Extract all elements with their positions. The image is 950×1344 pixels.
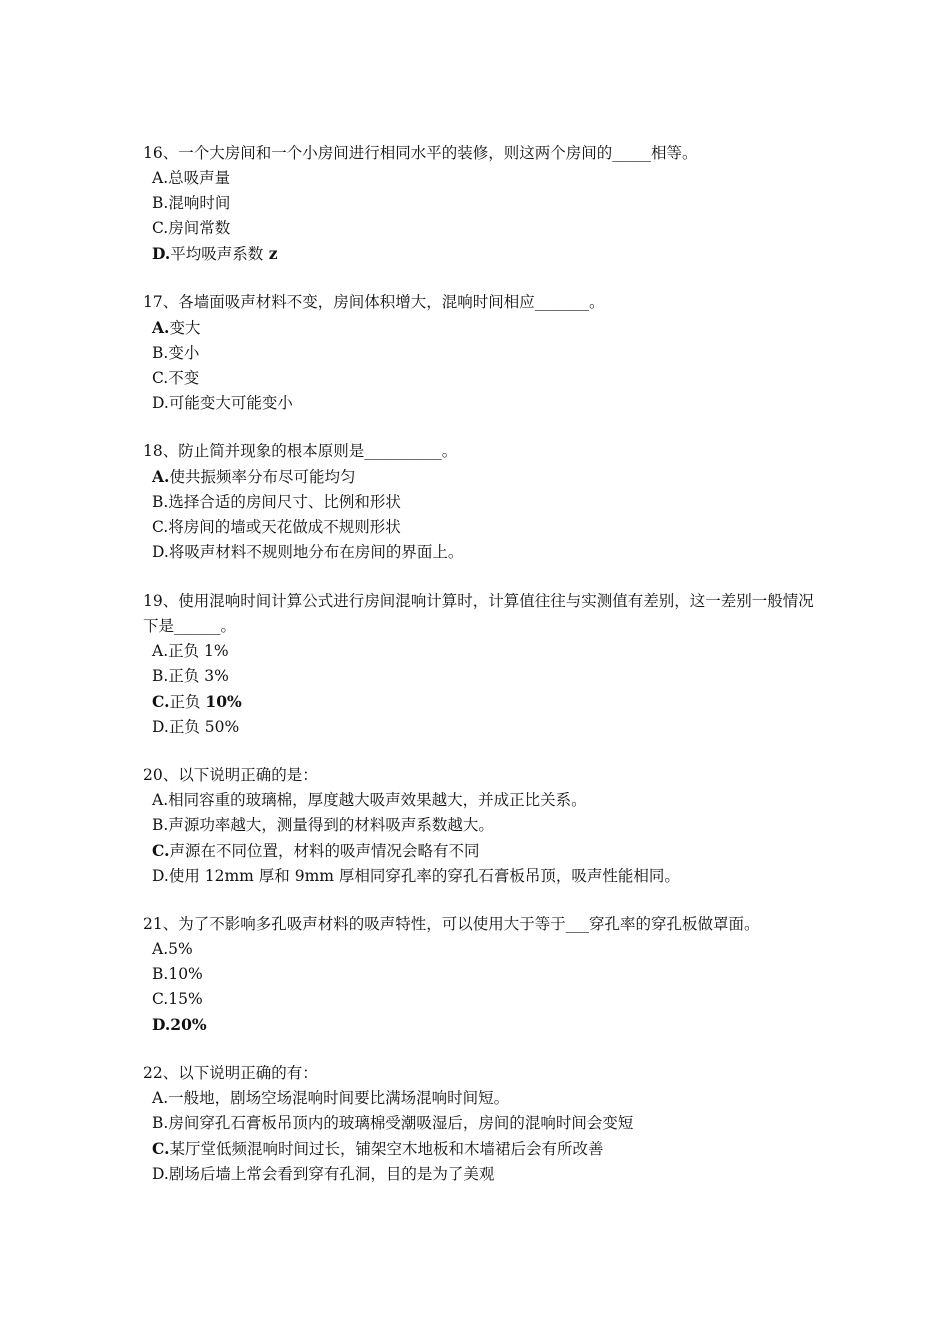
option-letter: D. xyxy=(152,394,169,412)
option-text: 总吸声量 xyxy=(168,169,231,187)
option-c xyxy=(143,515,823,540)
option-a xyxy=(143,639,823,664)
question-stem: 17、各墙面吸声材料不变，房间体积增大，混响时间相应_______。 xyxy=(143,293,605,311)
option-a xyxy=(143,166,823,191)
option-letter: A. xyxy=(152,940,169,958)
option-d xyxy=(143,391,823,416)
option-text: 房间常数 xyxy=(168,219,231,237)
question-stem: 20、以下说明正确的是： xyxy=(143,766,318,784)
option-text: 5% xyxy=(168,940,193,958)
option-text: 正负 3% xyxy=(168,667,229,685)
option-letter: C. xyxy=(152,518,169,536)
option-letter: A. xyxy=(152,642,169,660)
option-b xyxy=(143,490,823,515)
option-c xyxy=(143,366,823,391)
option-a xyxy=(143,937,823,962)
question-20 xyxy=(143,763,823,889)
option-text: 某厅堂低频混响时间过长，铺架空木地板和木墙裙后会有所改善 xyxy=(169,1140,604,1158)
option-text: 不变 xyxy=(168,369,200,387)
option-d xyxy=(143,540,823,565)
option-a xyxy=(143,464,823,490)
option-letter: B. xyxy=(152,667,169,685)
option-text: 可能变大可能变小 xyxy=(168,394,293,412)
option-c xyxy=(143,689,823,715)
option-letter: B. xyxy=(152,194,169,212)
option-letter: D. xyxy=(152,1015,171,1034)
question-stem: 18、防止简并现象的根本原则是__________。 xyxy=(143,442,458,460)
option-text: 混响时间 xyxy=(168,194,231,212)
option-d xyxy=(143,1012,823,1037)
option-suffix: 10% xyxy=(205,692,242,711)
option-text: 房间穿孔石膏板吊顶内的玻璃棉受潮吸湿后，房间的混响时间会变短 xyxy=(168,1114,634,1132)
question-21 xyxy=(143,912,823,1037)
option-letter: D. xyxy=(152,1165,169,1183)
option-text: 正负 50% xyxy=(168,718,240,736)
option-letter: D. xyxy=(152,244,171,263)
option-letter: B. xyxy=(152,344,169,362)
option-letter: C. xyxy=(152,219,169,237)
option-text: 剧场后墙上常会看到穿有孔洞，目的是为了美观 xyxy=(168,1165,495,1183)
option-text: 相同容重的玻璃棉，厚度越大吸声效果越大，并成正比关系。 xyxy=(168,791,587,809)
option-text: 15% xyxy=(168,990,203,1008)
option-letter: B. xyxy=(152,1114,169,1132)
option-letter: D. xyxy=(152,543,169,561)
option-letter: C. xyxy=(152,1139,170,1158)
option-b xyxy=(143,664,823,689)
question-16 xyxy=(143,141,823,267)
option-text: 一般地，剧场空场混响时间要比满场混响时间短。 xyxy=(168,1089,510,1107)
option-b xyxy=(143,341,823,366)
option-letter: A. xyxy=(152,791,169,809)
option-b xyxy=(143,191,823,216)
question-19 xyxy=(143,589,823,740)
option-suffix: z xyxy=(263,244,278,263)
option-d xyxy=(143,1162,823,1187)
option-letter: C. xyxy=(152,841,170,860)
option-a xyxy=(143,315,823,341)
option-text: 正负 xyxy=(169,693,206,711)
option-text: 选择合适的房间尺寸、比例和形状 xyxy=(168,493,401,511)
option-text: 将房间的墙或天花做成不规则形状 xyxy=(168,518,401,536)
option-d xyxy=(143,241,823,267)
option-letter: C. xyxy=(152,990,169,1008)
question-17 xyxy=(143,290,823,416)
question-18 xyxy=(143,439,823,565)
option-letter: A. xyxy=(152,467,170,486)
option-letter: B. xyxy=(152,965,169,983)
option-text: 20% xyxy=(170,1015,207,1034)
option-c xyxy=(143,987,823,1012)
option-c xyxy=(143,216,823,241)
option-c xyxy=(143,1136,823,1162)
option-text: 正负 1% xyxy=(168,642,229,660)
option-c xyxy=(143,838,823,864)
option-text: 变大 xyxy=(169,319,201,337)
option-letter: C. xyxy=(152,692,170,711)
question-stem: 21、为了不影响多孔吸声材料的吸声特性，可以使用大于等于___穿孔率的穿孔板做罩面。 xyxy=(143,915,760,933)
option-letter: A. xyxy=(152,1089,169,1107)
option-text: 使用 12mm 厚和 9mm 厚相同穿孔率的穿孔石膏板吊顶，吸声性能相同。 xyxy=(168,867,680,885)
question-stem: 19、使用混响时间计算公式进行房间混响计算时，计算值往往与实测值有差别，这一差别一般情况下是______。 xyxy=(143,592,814,635)
option-text: 10% xyxy=(168,965,203,983)
question-stem: 22、以下说明正确的有： xyxy=(143,1064,318,1082)
option-text: 使共振频率分布尽可能均匀 xyxy=(169,468,356,486)
option-letter: B. xyxy=(152,816,169,834)
option-a xyxy=(143,1086,823,1111)
option-text: 平均吸声系数 xyxy=(170,245,264,263)
option-text: 变小 xyxy=(168,344,200,362)
option-letter: C. xyxy=(152,369,169,387)
option-letter: B. xyxy=(152,493,169,511)
option-b xyxy=(143,962,823,987)
option-text: 声源功率越大，测量得到的材料吸声系数越大。 xyxy=(168,816,494,834)
option-text: 声源在不同位置，材料的吸声情况会略有不同 xyxy=(169,842,480,860)
option-letter: D. xyxy=(152,718,169,736)
option-d xyxy=(143,715,823,740)
option-b xyxy=(143,1111,823,1136)
question-stem: 16、一个大房间和一个小房间进行相同水平的装修，则这两个房间的_____相等。 xyxy=(143,144,698,162)
option-letter: A. xyxy=(152,169,169,187)
question-22 xyxy=(143,1061,823,1187)
option-b xyxy=(143,813,823,838)
option-text: 将吸声材料不规则地分布在房间的界面上。 xyxy=(168,543,464,561)
option-a xyxy=(143,788,823,813)
option-letter: D. xyxy=(152,867,169,885)
option-letter: A. xyxy=(152,318,170,337)
option-d xyxy=(143,864,823,889)
